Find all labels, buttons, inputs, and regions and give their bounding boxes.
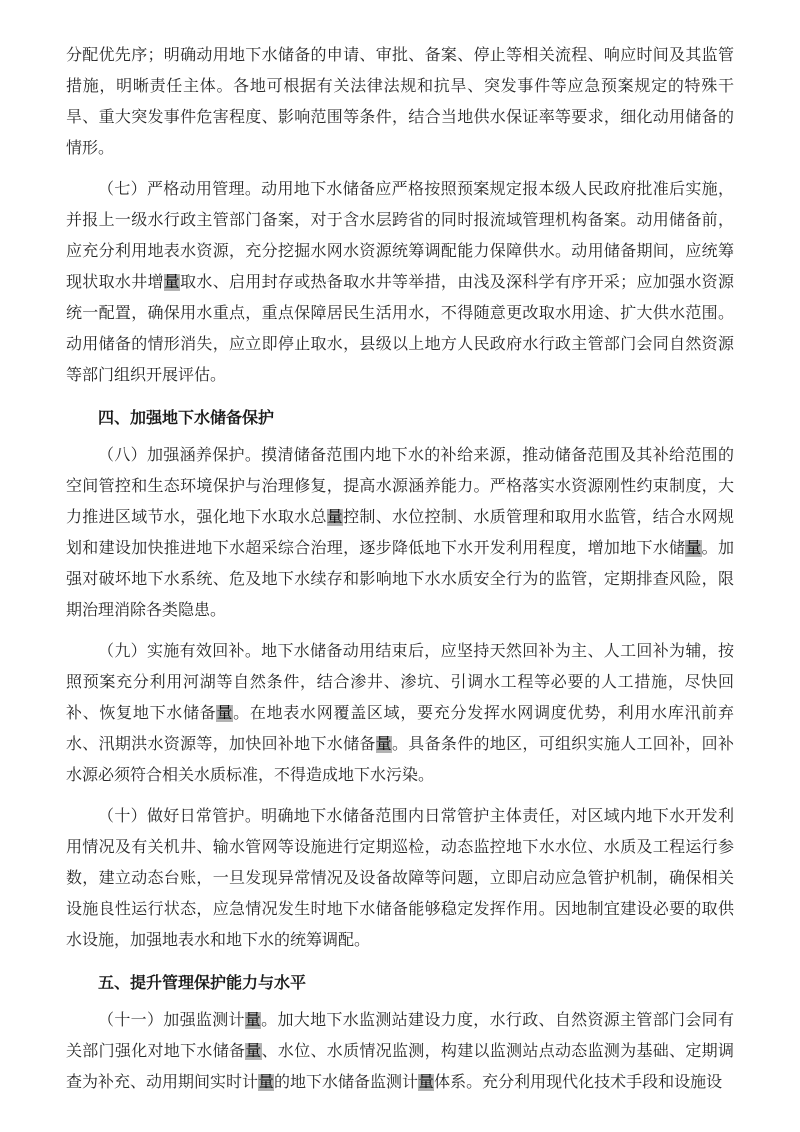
paragraph: （八）加强涵养保护。摸清储备范围内地下水的补给来源，推动储备范围及其补给范围的空间管控和生态环境保护与治理修复，提高水源涵养能力。严格落实水资源刚性约束制度，大力推进区域节水，强化地下水取水总量控制、水位控制、水质管理和取用水监管，结合水网规划和建设加快推进地下水超采综合治理，逐步降低地下水开发利用程度，增加地下水储量。加强对破坏地下水系统、危及地下水续存和影响地下水水质安全行为的监管，定期排查风险，限期治理消除各类隐患。 [66,447,734,619]
search-highlight: 量 [216,705,234,722]
paragraph: （九）实施有效回补。地下水储备动用结束后，应坚持天然回补为主、人工回补为辅，按照预案充分利用河湖等自然条件，结合渗井、渗坑、引调水工程等必要的人工措施，尽快回补、恢复地下水储备量。在地表水网覆盖区域，要充分发挥水网调度优势，利用水库汛前弃水、汛期洪水资源等，加快回补地下水储备量。具备条件的地区，可组织实施人工回补，回补水源必须符合相关水质标准，不得造成地下水污染。 [66,643,734,784]
document-body [66,40,734,1098]
search-highlight: 量 [326,509,344,526]
paragraph: （十一）加强监测计量。加大地下水监测站建设力度，水行政、自然资源主管部门会同有关部门强化对地下水储备量、水位、水质情况监测，构建以监测站点动态监测为基础、定期调查为补充、动用期间实时计量的地下水储备监测计量体系。充分利用现代化技术手段和设施设 [66,1012,734,1091]
search-highlight: 量 [245,1043,262,1060]
search-highlight: 量 [375,736,392,753]
search-highlight: 量 [244,1012,262,1029]
search-highlight: 量 [418,1074,435,1091]
paragraph: （十）做好日常管护。明确地下水储备范围内日常管护主体责任，对区域内地下水开发利用情况及有关机井、输水管网等设施进行定期巡检，动态监控地下水水位、水质及工程运行参数，建立动态台账，一旦发现异常情况及设备故障等问题，立即启动应急管护机制，确保相关设施良性运行状态，应急情况发生时地下水储备能够稳定发挥作用。因地制宜建设必要的取供水设施，加强地表水和地下水的统筹调配。 [66,808,734,949]
search-highlight: 量 [163,274,181,291]
paragraph: 分配优先序；明确动用地下水储备的申请、审批、备案、停止等相关流程、响应时间及其监管措施，明晰责任主体。各地可根据有关法律法规和抗旱、突发事件等应急预案规定的特殊干旱、重大突发事件危害程度、影响范围等条件，结合当地供水保证率等要求，细化动用储备的情形。 [66,47,734,157]
section-heading: 五、提升管理保护能力与水平 [98,975,307,992]
search-highlight: 量 [258,1074,275,1091]
paragraph: （七）严格动用管理。动用地下水储备应严格按照预案规定报本级人民政府批准后实施，并报上一级水行政主管部门备案，对于含水层跨省的同时报流域管理机构备案。动用储备前，应充分利用地表水资源，充分挖掘水网水资源统筹调配能力保障供水。动用储备期间，应统筹现状取水井增量取水、启用封存或热备取水井等举措，由浅及深科学有序开采；应加强水资源统一配置，确保用水重点，重点保障居民生活用水，不得随意更改取水用途、扩大供水范围。动用储备的情形消失，应立即停止取水，县级以上地方人民政府水行政主管部门会同自然资源等部门组织开展评估。 [66,181,734,384]
search-highlight: 量 [685,540,702,557]
section-heading: 四、加强地下水储备保护 [98,410,275,427]
